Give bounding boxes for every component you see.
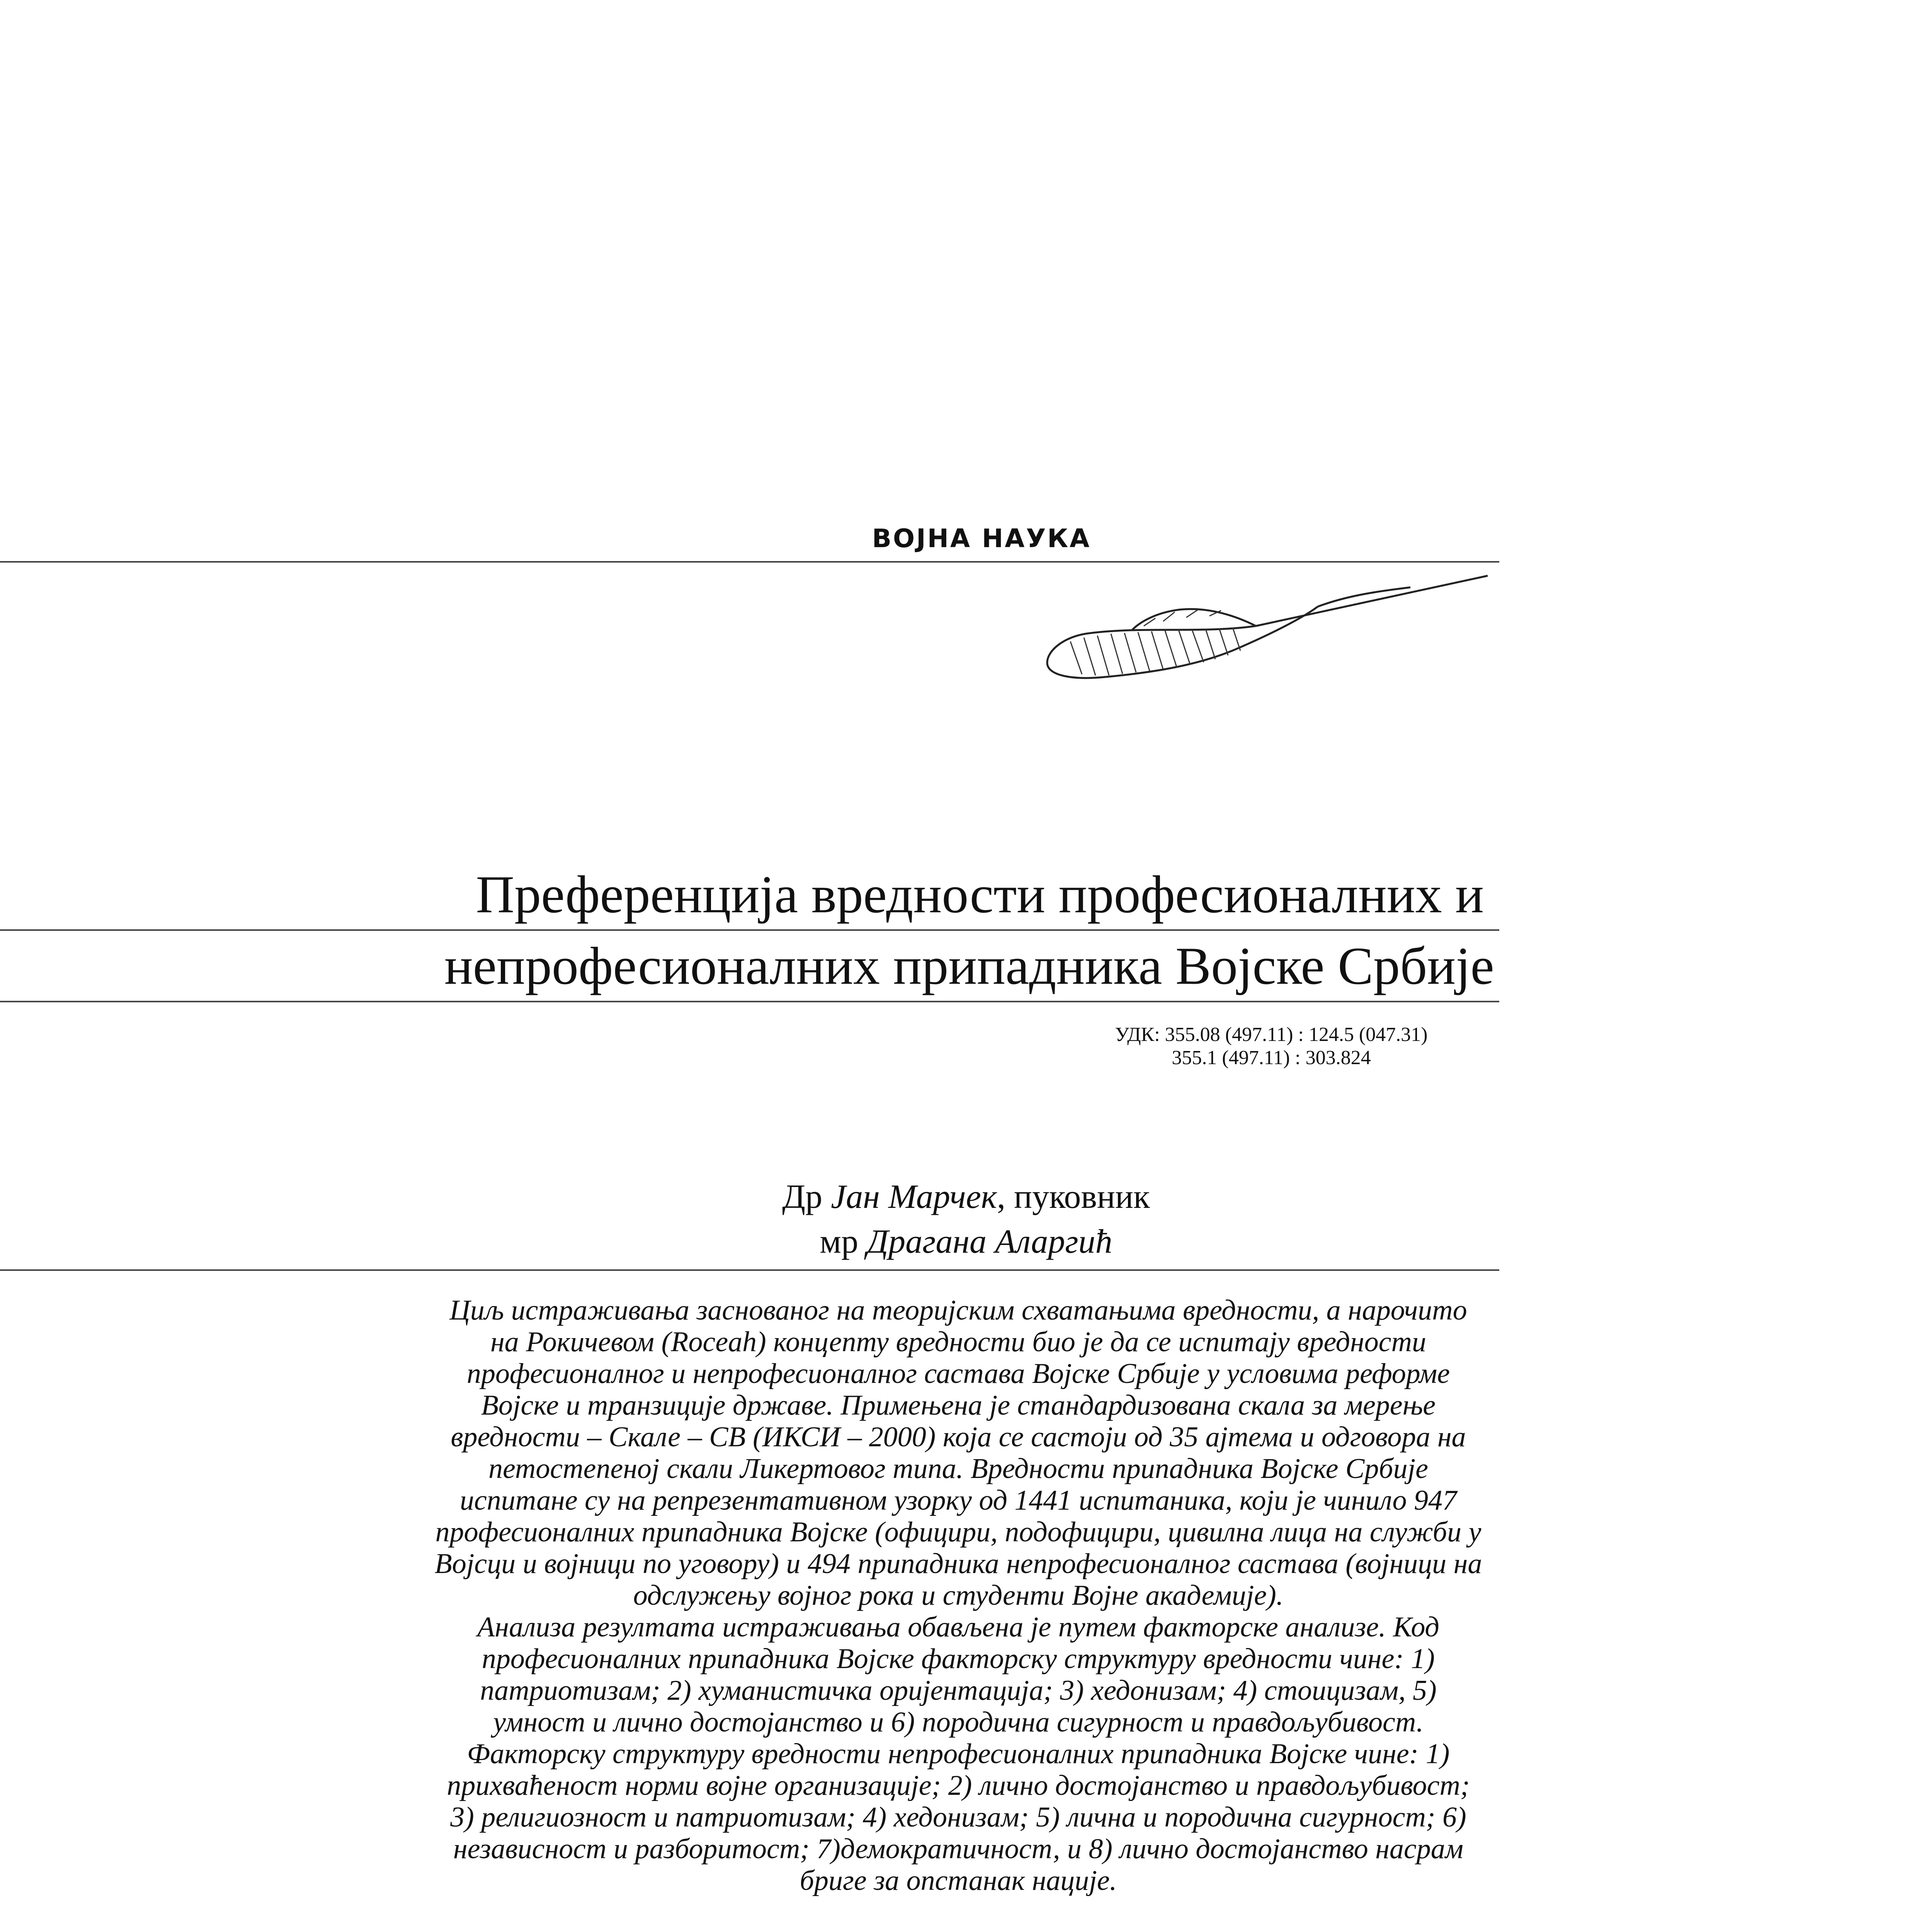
author-1: [657, 1175, 1275, 1219]
author-2-title: мр: [820, 1223, 859, 1260]
author-1-name: Јан Марчек: [831, 1178, 997, 1216]
title-line-1: Преференција вредности професионалних и: [476, 865, 1484, 924]
author-2: [657, 1219, 1275, 1264]
udk-line-2: 355.1 (497.11) : 303.824: [1172, 1047, 1371, 1069]
abstract-paragraph-1: Циљ истраживања заснованог на теоријским схватањима вредности, а нарочито на Рокичевом (Roceah) концепту вредности био је да се испитају вредности професионалног и непрофесионалног састава Војске Србије у условима реформе Војске и транзиције државе. Примењена је стандардизована скала за мерење вредности – Скале – СВ (ИКСИ – 2000) која се састоји од 35 ајтема и одговора на петостепеној скали Ликертовог типа. Вредности припадника Војске Србије испитане су на репрезентативном узорку од 1441 испитаника, који је чинило 947 професионалних припадника Војске (официри, подофицири, цивилна лица на служби у Војсци и војници по уговору) и 494 припадника непрофесионалног састава (војници на одслужењу војног рока и студенти Војне академије).: [434, 1294, 1482, 1611]
quill-feather-icon: [1039, 568, 1492, 699]
header-rule: [0, 561, 1499, 563]
abstract: [433, 1294, 1484, 1896]
title-rule-2: [0, 1001, 1499, 1002]
authors: [657, 1175, 1275, 1264]
udk-line-1: УДК: 355.08 (497.11) : 124.5 (047.31): [1115, 1024, 1428, 1046]
title-line-2: непрофесионалних припадника Војске Србије: [444, 936, 1494, 995]
author-2-name: Драгана Аларгић: [867, 1223, 1112, 1260]
abstract-paragraph-2: Анализа резултата истраживања обављена је путем факторске анализе. Код професионалних припадника Војске факторску структуру вредности чине: 1) патриотизам; 2) хуманистичка оријентација; 3) хедонизам; 4) стоицизам, 5) умност и лично достојанство и 6) породична сигурност и правдољубивост. Факторску структуру вредности непрофесионалних припадника Војске чине: 1) прихваћеност норми војне организације; 2) лично достојанство и правдољубивост; 3) религиозност и патриотизам; 4) хедонизам; 5) лична и породична сигурност; 6) независност и разборитост; 7)демократичност, и 8) лично достојанство насрам бриге за опстанак нације.: [447, 1611, 1470, 1896]
author-1-title: Др: [782, 1178, 823, 1216]
udk-classification: [1043, 1023, 1499, 1070]
authors-rule: [0, 1269, 1499, 1271]
section-label: ВОЈНА НАУКА: [872, 524, 1091, 553]
title-rule-1: [0, 929, 1499, 931]
author-1-rank: , пуковник: [997, 1178, 1150, 1216]
